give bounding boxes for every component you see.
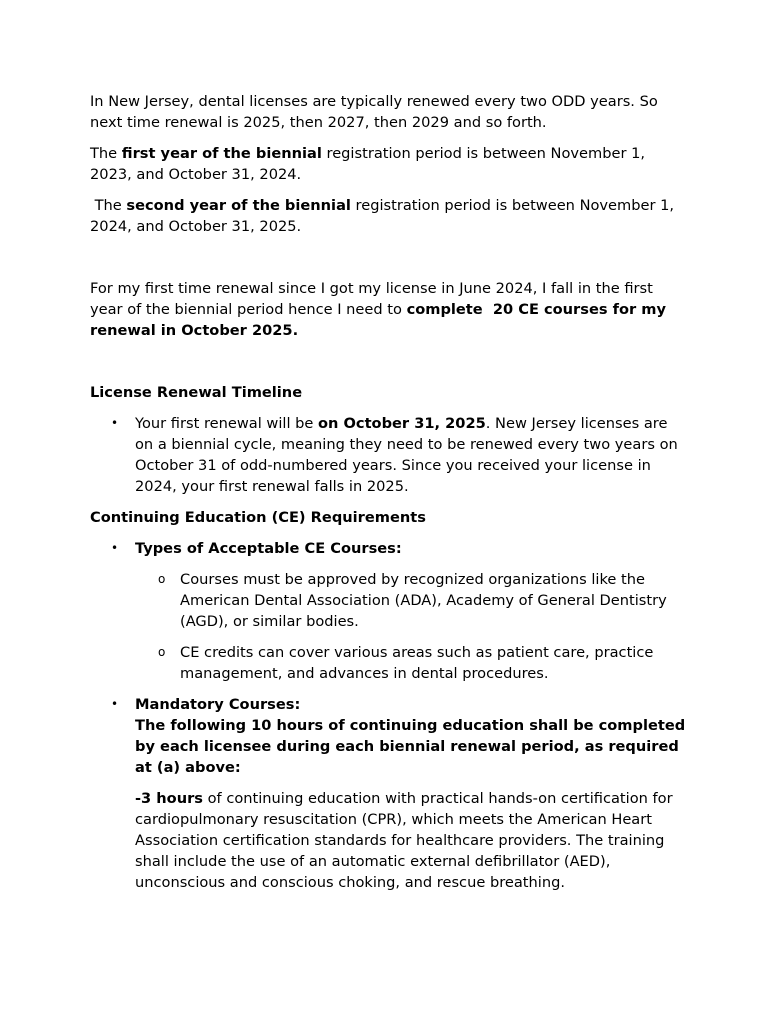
bullet-dot-icon: •	[111, 416, 119, 430]
ce-mandatory-text: The following 10 hours of continuing education shall be completed by each licensee during each biennial renewal period, as required at (a) above:	[135, 717, 686, 776]
intro-paragraph-first-year	[90, 143, 690, 185]
ce-cpr-paragraph	[90, 788, 690, 893]
circle-bullet-icon: o	[158, 572, 166, 586]
timeline-heading	[90, 382, 690, 403]
timeline-item-prefix: Your first renewal will be	[135, 415, 319, 432]
ce-sub-item	[90, 642, 690, 684]
ce-cpr-text: of continuing education with practical hands-on certification for cardiopulmonary resuscitation (CPR), which meets the American Heart Association certification standards for healthcare providers. The training shall include the use of an automatic external defibrillator (AED), unconscious and conscious choking, and rescue breathing.	[135, 790, 673, 891]
my-renewal-text: For my first time renewal since I got my license in June 2024, I fall in the first year of the biennial period hence I need to	[90, 280, 653, 318]
ce-cpr-hours: -3 hours	[135, 790, 203, 807]
first-year-prefix: The	[90, 145, 122, 162]
ce-mandatory-label: Mandatory Courses:	[135, 696, 301, 713]
timeline-item-suffix: . New Jersey licenses are on a biennial cycle, meaning they need to be renewed every two years on October 31 of odd-numbered years. Since you received your license in 2024, your first renewal falls in 2025.	[135, 415, 678, 495]
my-renewal-bold: complete 20 CE courses for my renewal in October 2025.	[90, 301, 672, 339]
bullet-dot-icon: •	[111, 541, 119, 555]
ce-heading	[90, 507, 690, 528]
ce-types-label: Types of Acceptable CE Courses:	[135, 540, 402, 557]
second-year-suffix: registration period is between November 1, 2024, and October 31, 2025.	[90, 197, 675, 235]
document-page	[90, 91, 690, 903]
intro-text: In New Jersey, dental licenses are typically renewed every two ODD years. So next time renewal is 2025, then 2027, then 2029 and so forth.	[90, 93, 658, 131]
intro-paragraph-second-year	[90, 195, 690, 237]
circle-bullet-icon: o	[158, 645, 166, 659]
ce-sub-item-text: CE credits can cover various areas such as patient care, practice management, and advances in dental procedures.	[180, 644, 654, 682]
second-year-prefix: The	[90, 197, 127, 214]
timeline-bullet-item	[90, 413, 690, 497]
ce-types-bullet	[90, 538, 690, 559]
timeline-item-date: on October 31, 2025	[318, 415, 486, 432]
ce-sub-item-text: Courses must be approved by recognized organizations like the American Dental Association (ADA), Academy of General Dentistry (AGD), or similar bodies.	[180, 571, 667, 630]
intro-paragraph-my-renewal	[90, 278, 690, 341]
ce-heading-text: Continuing Education (CE) Requirements	[90, 509, 426, 526]
first-year-suffix: registration period is between November 1, 2023, and October 31, 2024.	[90, 145, 646, 183]
ce-mandatory-bullet	[90, 694, 690, 778]
ce-sub-item	[90, 569, 690, 632]
bullet-dot-icon: •	[111, 697, 119, 711]
second-year-bold: second year of the biennial	[126, 197, 351, 214]
first-year-bold: first year of the biennial	[121, 145, 322, 162]
intro-paragraph-renewal-years	[90, 91, 690, 133]
timeline-heading-text: License Renewal Timeline	[90, 384, 303, 401]
